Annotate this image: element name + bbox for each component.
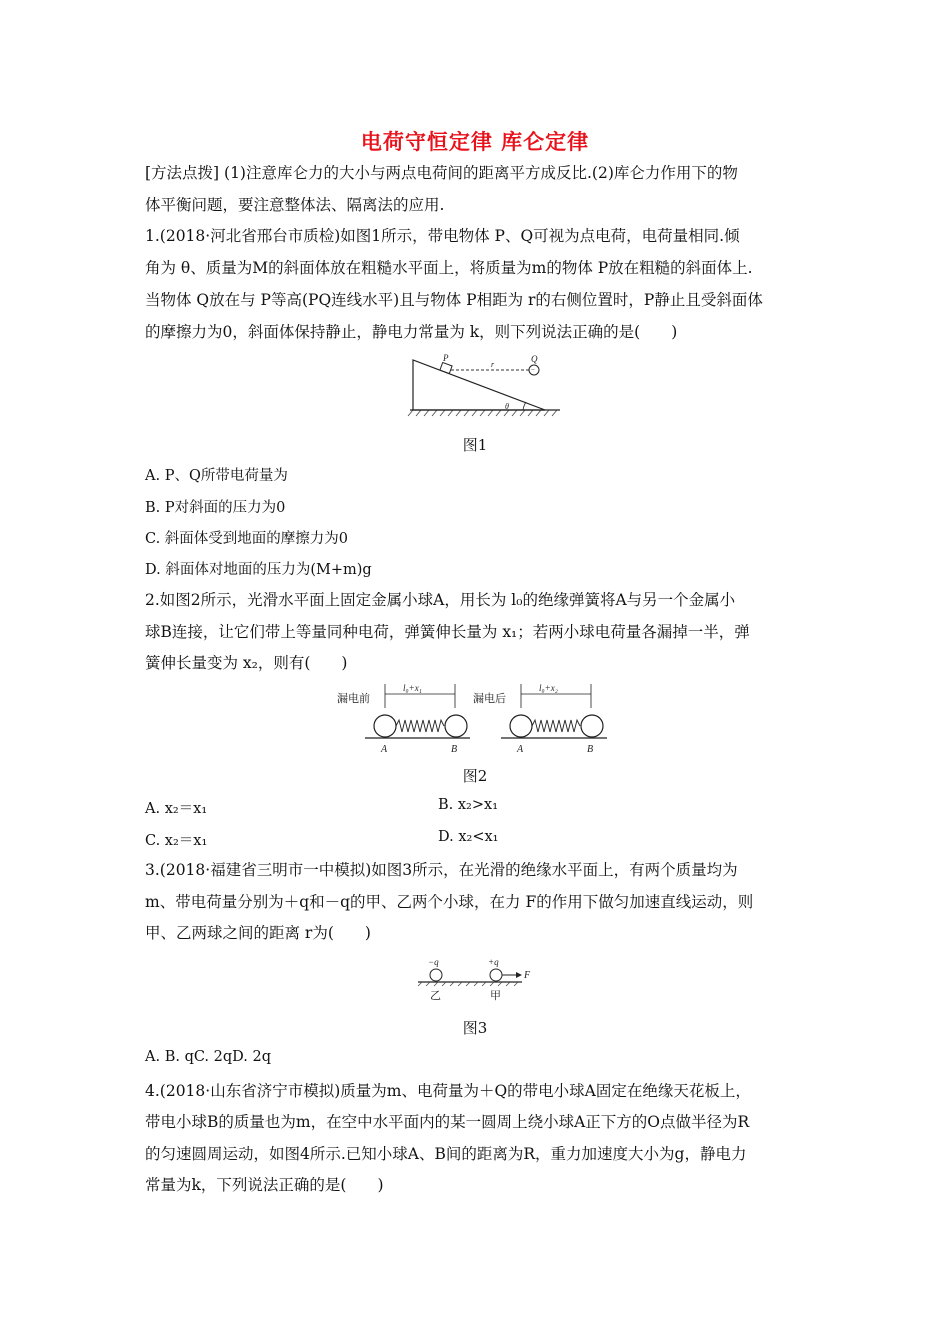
ball-b-right: B bbox=[587, 744, 594, 755]
q1-option-a: A. P、Q所带电荷量为 bbox=[145, 468, 288, 484]
page-title: 电荷守恒定律 库仑定律 bbox=[360, 130, 590, 154]
figure-1-incline-diagram bbox=[405, 350, 565, 420]
q1-text-line-1: 1.(2018·河北省邢台市质检)如图1所示，带电物体 P、Q可视为点电荷，电荷量相同.倾 bbox=[145, 227, 740, 245]
q2-option-c: C. x₂＝x₁ bbox=[145, 833, 208, 849]
method-tip-line-2: 体平衡问题，要注意整体法、隔离法的应用. bbox=[145, 196, 445, 214]
ball-b-left: B bbox=[451, 744, 458, 755]
q2-option-b: B. x₂>x₁ bbox=[438, 797, 499, 813]
label-p: P bbox=[443, 353, 449, 363]
q1-text-line-4: 的摩擦力为0，斜面体保持静止，静电力常量为 k，则下列说法正确的是( ) bbox=[145, 323, 678, 341]
q4-text-line-3: 的匀速圆周运动，如图4所示.已知小球A、B间的距离为R，重力加速度大小为g，静电力 bbox=[145, 1145, 747, 1163]
ball-a-left: A bbox=[381, 744, 388, 755]
before-leak-label: 漏电前 bbox=[337, 692, 370, 705]
q2-option-a: A. x₂＝x₁ bbox=[145, 801, 208, 817]
q3-options: A. B. qC. 2qD. 2q bbox=[145, 1049, 271, 1065]
q4-text-line-4: 常量为k，下列说法正确的是( ) bbox=[145, 1176, 384, 1194]
q4-text-line-2: 带电小球B的质量也为m，在空中水平面内的某一圆周上绕小球A正下方的O点做半径为R bbox=[145, 1113, 750, 1131]
label-r: r bbox=[491, 360, 495, 369]
figure-1-caption: 图1 bbox=[462, 436, 488, 454]
q2-text-line-2: 球B连接，让它们带上等量同种电荷，弹簧伸长量为 x₁；若两小球电荷量各漏掉一半，弹 bbox=[145, 623, 750, 641]
label-q: Q bbox=[531, 354, 538, 364]
after-leak-label: 漏电后 bbox=[473, 692, 506, 705]
ball-yi-label: 乙 bbox=[430, 989, 441, 1002]
q2-option-d: D. x₂<x₁ bbox=[438, 829, 499, 845]
q1-option-b: B. P对斜面的压力为0 bbox=[145, 500, 286, 516]
q-charge-sign: − bbox=[531, 366, 535, 374]
q1-option-c: C. 斜面体受到地面的摩擦力为0 bbox=[145, 531, 349, 547]
after-dim-label: l₀+x₂ bbox=[539, 683, 558, 693]
before-dim-label: l₀+x₁ bbox=[403, 683, 422, 693]
method-tip-line-1: [方法点拨] (1)注意库仑力的大小与两点电荷间的距离平方成反比.(2)库仑力作用下的物 bbox=[145, 164, 738, 182]
q3-text-line-3: 甲、乙两球之间的距离 r为( ) bbox=[145, 924, 371, 942]
q1-text-line-3: 当物体 Q放在与 P等高(PQ连线水平)且与物体 P相距为 r的右侧位置时，P静止且受斜面体 bbox=[145, 291, 763, 309]
q4-text-line-1: 4.(2018·山东省济宁市模拟)质量为m、电荷量为＋Q的带电小球A固定在绝缘天花板上， bbox=[145, 1082, 751, 1100]
label-theta: θ bbox=[505, 402, 509, 411]
q3-text-line-2: m、带电荷量分别为＋q和－q的甲、乙两个小球，在力 F的作用下做匀加速直线运动，则 bbox=[145, 893, 754, 911]
ball-a-right: A bbox=[517, 744, 524, 755]
pos-charge-label: +q bbox=[488, 957, 499, 967]
figure-2-spring-diagram bbox=[335, 680, 615, 756]
q3-text-line-1: 3.(2018·福建省三明市一中模拟)如图3所示，在光滑的绝缘水平面上，有两个质量均为 bbox=[145, 861, 738, 879]
q1-option-d: D. 斜面体对地面的压力为(M+m)g bbox=[145, 562, 372, 578]
q1-text-line-2: 角为 θ、质量为M的斜面体放在粗糙水平面上，将质量为m的物体 P放在粗糙的斜面体上. bbox=[145, 259, 753, 277]
ball-jia-label: 甲 bbox=[490, 989, 501, 1002]
figure-3-charges-diagram bbox=[410, 952, 540, 1004]
figure-3-caption: 图3 bbox=[462, 1019, 488, 1037]
q2-text-line-3: 簧伸长量变为 x₂，则有( ) bbox=[145, 654, 348, 672]
figure-2-caption: 图2 bbox=[462, 767, 488, 785]
q2-text-line-1: 2.如图2所示，光滑水平面上固定金属小球A，用长为 l₀的绝缘弹簧将A与另一个金属小 bbox=[145, 591, 736, 609]
neg-charge-label: −q bbox=[428, 957, 439, 967]
force-label: F bbox=[524, 970, 531, 981]
